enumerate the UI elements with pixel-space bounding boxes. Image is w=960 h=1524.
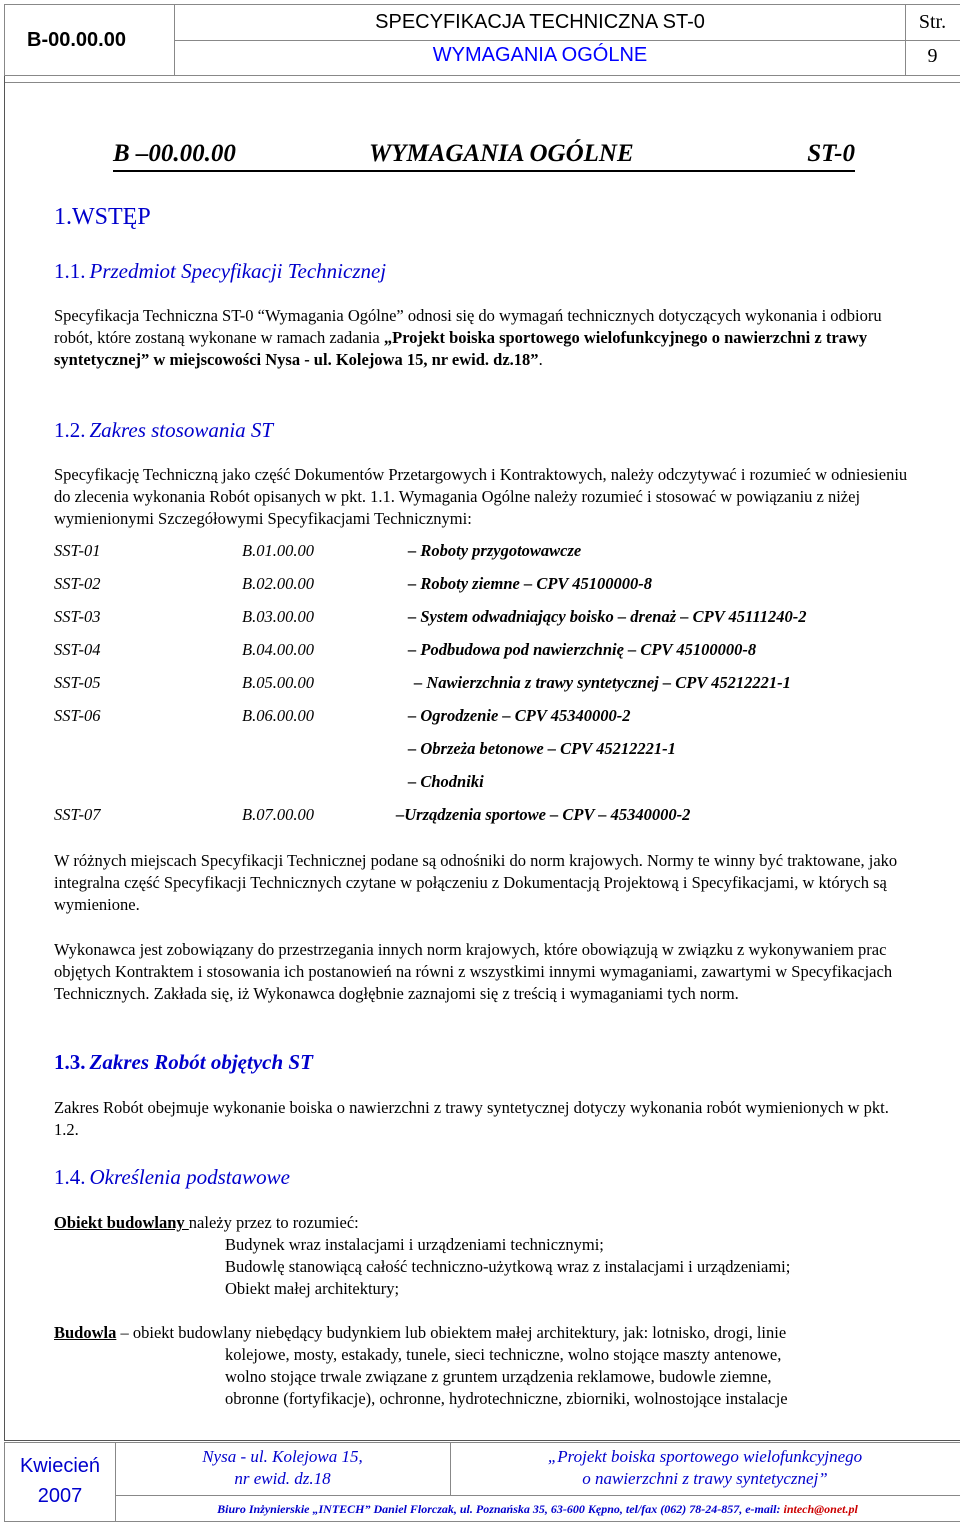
footer-project bbox=[450, 1443, 960, 1495]
footer-project-line2: o nawierzchni z trawy syntetycznej” bbox=[582, 1469, 828, 1488]
section-1-1-text: Specyfikacja Techniczna ST-0 “Wymagania Ogólne” odnosi się do wymagań technicznych dotyczących wykonania i odbioru robót, które zostaną wykonane w ramach zadania bbox=[54, 306, 882, 347]
section-1-2-title: Zakres stosowania ST bbox=[89, 418, 274, 442]
sst-row bbox=[54, 607, 807, 627]
sst-description: – Ogrodzenie – CPV 45340000-2 bbox=[408, 706, 631, 725]
footer-company-text: Biuro Inżynierskie „INTECH” Daniel Florczak, ul. Poznańska 35, 63-600 Kępno, tel/fax (062) 78-24-857, e-mail: bbox=[217, 1502, 784, 1516]
sst-id: SST-07 bbox=[54, 805, 101, 824]
obiekt-item-3: Obiekt małej architektury; bbox=[225, 1279, 400, 1298]
header-title-cell bbox=[175, 5, 906, 75]
obiekt-item-2: Budowlę stanowiącą całość techniczno-użytkową wraz z instalacjami i urządzeniami; bbox=[225, 1257, 791, 1276]
sst-row bbox=[54, 541, 582, 561]
sst-id: SST-01 bbox=[54, 541, 101, 560]
header-page-number: 9 bbox=[927, 45, 938, 67]
definition-budowla-term: Budowla bbox=[54, 1323, 117, 1342]
section-1-1-end: . bbox=[538, 350, 543, 369]
page-footer bbox=[4, 1442, 960, 1522]
sst-description: – Roboty ziemne – CPV 45100000-8 bbox=[408, 574, 652, 593]
footer-location bbox=[115, 1443, 451, 1495]
obiekt-item-1: Budynek wraz instalacjami i urządzeniami technicznymi; bbox=[225, 1235, 604, 1254]
footer-location-line2: nr ewid. dz.18 bbox=[234, 1469, 331, 1488]
definition-budowla bbox=[54, 1322, 786, 1344]
budowla-line-1: kolejowe, mosty, estakady, tunele, sieci techniczne, wolno stojące maszty antenowe, bbox=[225, 1345, 782, 1364]
section-1-1-title: Przedmiot Specyfikacji Technicznej bbox=[89, 259, 387, 283]
sst-row bbox=[54, 574, 652, 594]
definition-obiekt bbox=[54, 1212, 359, 1234]
footer-date-year: 2007 bbox=[37, 1485, 83, 1507]
sst-code: B.07.00.00 bbox=[242, 805, 314, 824]
doc-title-st: ST-0 bbox=[807, 140, 855, 167]
section-1-4-num: 1.4. bbox=[54, 1165, 86, 1189]
footer-email-link[interactable]: intech@onet.pl bbox=[783, 1502, 858, 1516]
footer-date-month: Kwiecień bbox=[19, 1455, 101, 1477]
sst-id: SST-06 bbox=[54, 706, 101, 725]
sst-row bbox=[54, 805, 691, 825]
section-1-2-num: 1.2. bbox=[54, 418, 86, 442]
sst-id: SST-02 bbox=[54, 574, 101, 593]
sst-code: B.05.00.00 bbox=[242, 673, 314, 692]
section-1-1-project: „Projekt boiska sportowego wielofunkcyjnego o nawierzchni z trawy syntetycznej” w miejscowości Nysa - ul. Kolejowa 15, nr ewid. dz.18” bbox=[54, 328, 868, 369]
definition-obiekt-term: Obiekt budowlany bbox=[54, 1213, 189, 1232]
doc-title-code: B –00.00.00 bbox=[113, 140, 236, 167]
norms-paragraph-2: Wykonawca jest zobowiązany do przestrzegania innych norm krajowych, które obowiązują w związku z wykonywaniem prac objętych Kontraktem i stosowania ich postanowień na równi z wszystkimi innymi wymaganiami, zawartymi w Specyfikacjach Technicznych. Zakłada się, iż Wykonawca dogłębnie zaznajomi się z treścią i wymaganiami tych norm. bbox=[54, 940, 893, 1003]
header-title-line1: SPECYFIKACJA TECHNICZNA ST-0 bbox=[375, 11, 705, 33]
sst-description: – System odwadniający boisko – drenaż – CPV 45111240-2 bbox=[408, 607, 807, 626]
header-page-label: Str. bbox=[918, 11, 947, 33]
section-1-2-paragraph: Specyfikację Techniczną jako część Dokumentów Przetargowych i Kontraktowych, należy odczytywać i rozumieć w odniesieniu do zlecenia wykonania Robót opisanych w pkt. 1.1. Wymagania Ogólne należy rozumieć i stosować w powiązaniu z niżej wymienionymi Szczegółowymi Specyfikacjami Technicznymi: bbox=[54, 465, 908, 528]
footer-date bbox=[5, 1443, 116, 1521]
header-page-cell bbox=[905, 5, 960, 75]
header-code: B-00.00.00 bbox=[5, 5, 175, 75]
sst-row bbox=[54, 706, 631, 726]
section-1-1-num: 1.1. bbox=[54, 259, 86, 283]
sst-code: B.06.00.00 bbox=[242, 706, 314, 725]
sst-id: SST-03 bbox=[54, 607, 101, 626]
sst-code: B.01.00.00 bbox=[242, 541, 314, 560]
definition-budowla-text: – obiekt budowlany niebędący budynkiem lub obiektem małej architektury, jak: lotnisko, drogi, linie bbox=[116, 1323, 787, 1342]
section-1-1-heading bbox=[54, 259, 386, 284]
sst-description: – Roboty przygotowawcze bbox=[408, 541, 582, 560]
sst-id: SST-05 bbox=[54, 673, 101, 692]
sst-row bbox=[54, 640, 757, 660]
section-1-2-heading bbox=[54, 418, 273, 443]
sst-row bbox=[54, 673, 791, 693]
definition-obiekt-intro: należy przez to rozumieć: bbox=[188, 1213, 359, 1232]
header-title-line2: WYMAGANIA OGÓLNE bbox=[432, 44, 648, 66]
section-1-3-title: Zakres Robót objętych ST bbox=[89, 1050, 313, 1074]
budowla-line-2: wolno stojące trwale związane z gruntem urządzenia reklamowe, budowle ziemne, bbox=[225, 1367, 772, 1386]
sst-code: B.02.00.00 bbox=[242, 574, 314, 593]
sst-code: B.03.00.00 bbox=[242, 607, 314, 626]
section-1-1-paragraph bbox=[54, 305, 914, 371]
section-1-4-heading bbox=[54, 1165, 290, 1190]
sst-description: – Obrzeża betonowe – CPV 45212221-1 bbox=[408, 739, 676, 758]
footer-location-line1: Nysa - ul. Kolejowa 15, bbox=[202, 1447, 363, 1466]
section-1-3-num: 1.3. bbox=[54, 1050, 86, 1074]
budowla-line-3: obronne (fortyfikacje), ochronne, hydrotechniczne, zbiorniki, wolnostojące instalacje bbox=[225, 1389, 788, 1408]
norms-paragraph-1: W różnych miejscach Specyfikacji Technicznej podane są odnośniki do norm krajowych. Normy te winny być traktowane, jako integralna część Specyfikacji Technicznych czytane w połączeniu z Dokumentacją Projektową i Specyfikacjami, w których są wymienione. bbox=[54, 851, 898, 914]
doc-title-name: WYMAGANIA OGÓLNE bbox=[369, 140, 634, 167]
doc-title bbox=[113, 140, 855, 172]
footer-project-line1: „Projekt boiska sportowego wielofunkcyjnego bbox=[547, 1447, 863, 1466]
sst-description: – Chodniki bbox=[408, 772, 484, 791]
page-header bbox=[4, 4, 960, 76]
section-1-3-heading bbox=[54, 1050, 313, 1075]
section-1-3-paragraph: Zakres Robót obejmuje wykonanie boiska o nawierzchni z trawy syntetycznej dotyczy wykonania robót wymienionych w pkt. 1.2. bbox=[54, 1098, 889, 1139]
sst-description: –Urządzenia sportowe – CPV – 45340000-2 bbox=[396, 805, 691, 824]
sst-code: B.04.00.00 bbox=[242, 640, 314, 659]
section-1-heading: 1.WSTĘP bbox=[54, 204, 151, 230]
sst-id: SST-04 bbox=[54, 640, 101, 659]
section-1-4-title: Określenia podstawowe bbox=[89, 1165, 290, 1189]
footer-company bbox=[115, 1495, 960, 1522]
sst-description: – Nawierzchnia z trawy syntetycznej – CPV 45212221-1 bbox=[414, 673, 791, 692]
sst-description: – Podbudowa pod nawierzchnię – CPV 45100000-8 bbox=[408, 640, 757, 659]
